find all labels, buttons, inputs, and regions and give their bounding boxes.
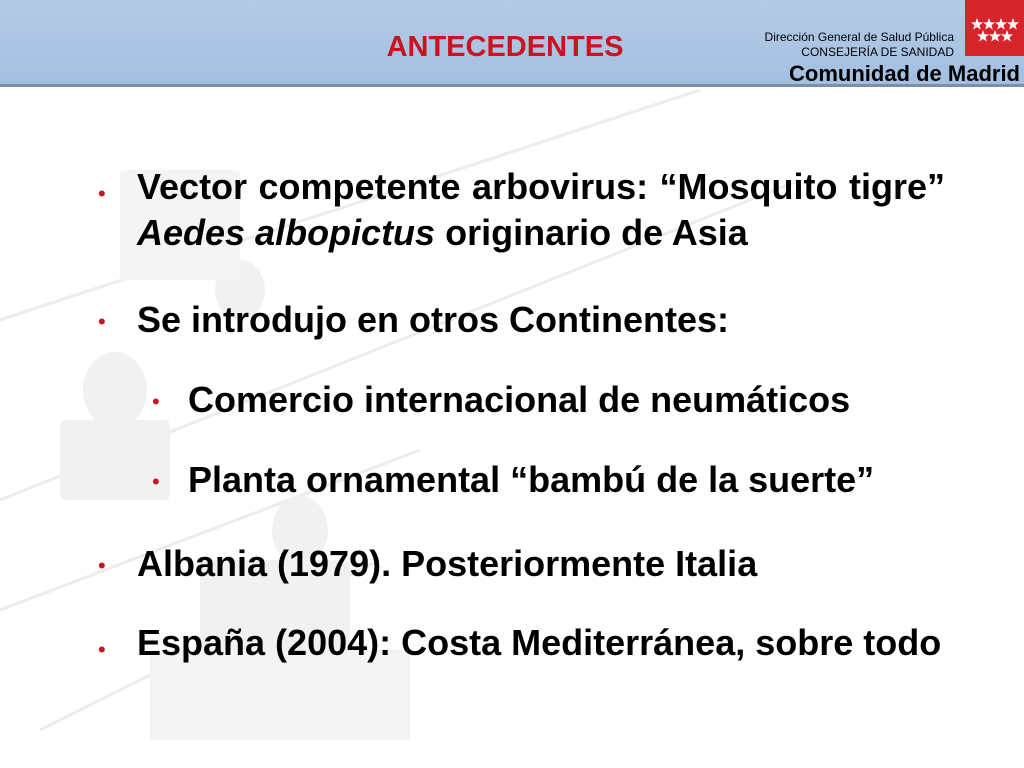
org-department: Dirección General de Salud Pública xyxy=(764,30,954,44)
bullet-item-4: Planta ornamental “bambú de la suerte” xyxy=(188,459,875,500)
bullet-marker: • xyxy=(98,181,106,206)
bullet-marker: • xyxy=(98,637,106,662)
bullet-item-3: Comercio internacional de neumáticos xyxy=(188,379,851,420)
bullet-marker: • xyxy=(98,309,106,334)
bullet-1-text-b: originario de Asia xyxy=(435,212,748,253)
org-subdepartment: CONSEJERÍA DE SANIDAD xyxy=(801,45,954,59)
bullet-item-2: Se introdujo en otros Continentes: xyxy=(137,299,729,340)
bullet-marker: • xyxy=(152,469,160,494)
org-name: Comunidad de Madrid xyxy=(789,61,1020,86)
bullet-marker: • xyxy=(152,389,160,414)
slide-title: ANTECEDENTES xyxy=(386,31,624,63)
bullet-marker: • xyxy=(98,553,106,578)
bullet-item-5: Albania (1979). Posteriormente Italia xyxy=(137,543,758,584)
bullet-1-text-a: Vector competente arbovirus: “Mosquito tigre” xyxy=(137,166,945,207)
bullet-1-species: Aedes albopictus xyxy=(137,212,436,253)
bullet-item-6: España (2004): Costa Mediterránea, sobre todo xyxy=(137,622,942,663)
bullet-item-1 xyxy=(137,164,945,256)
